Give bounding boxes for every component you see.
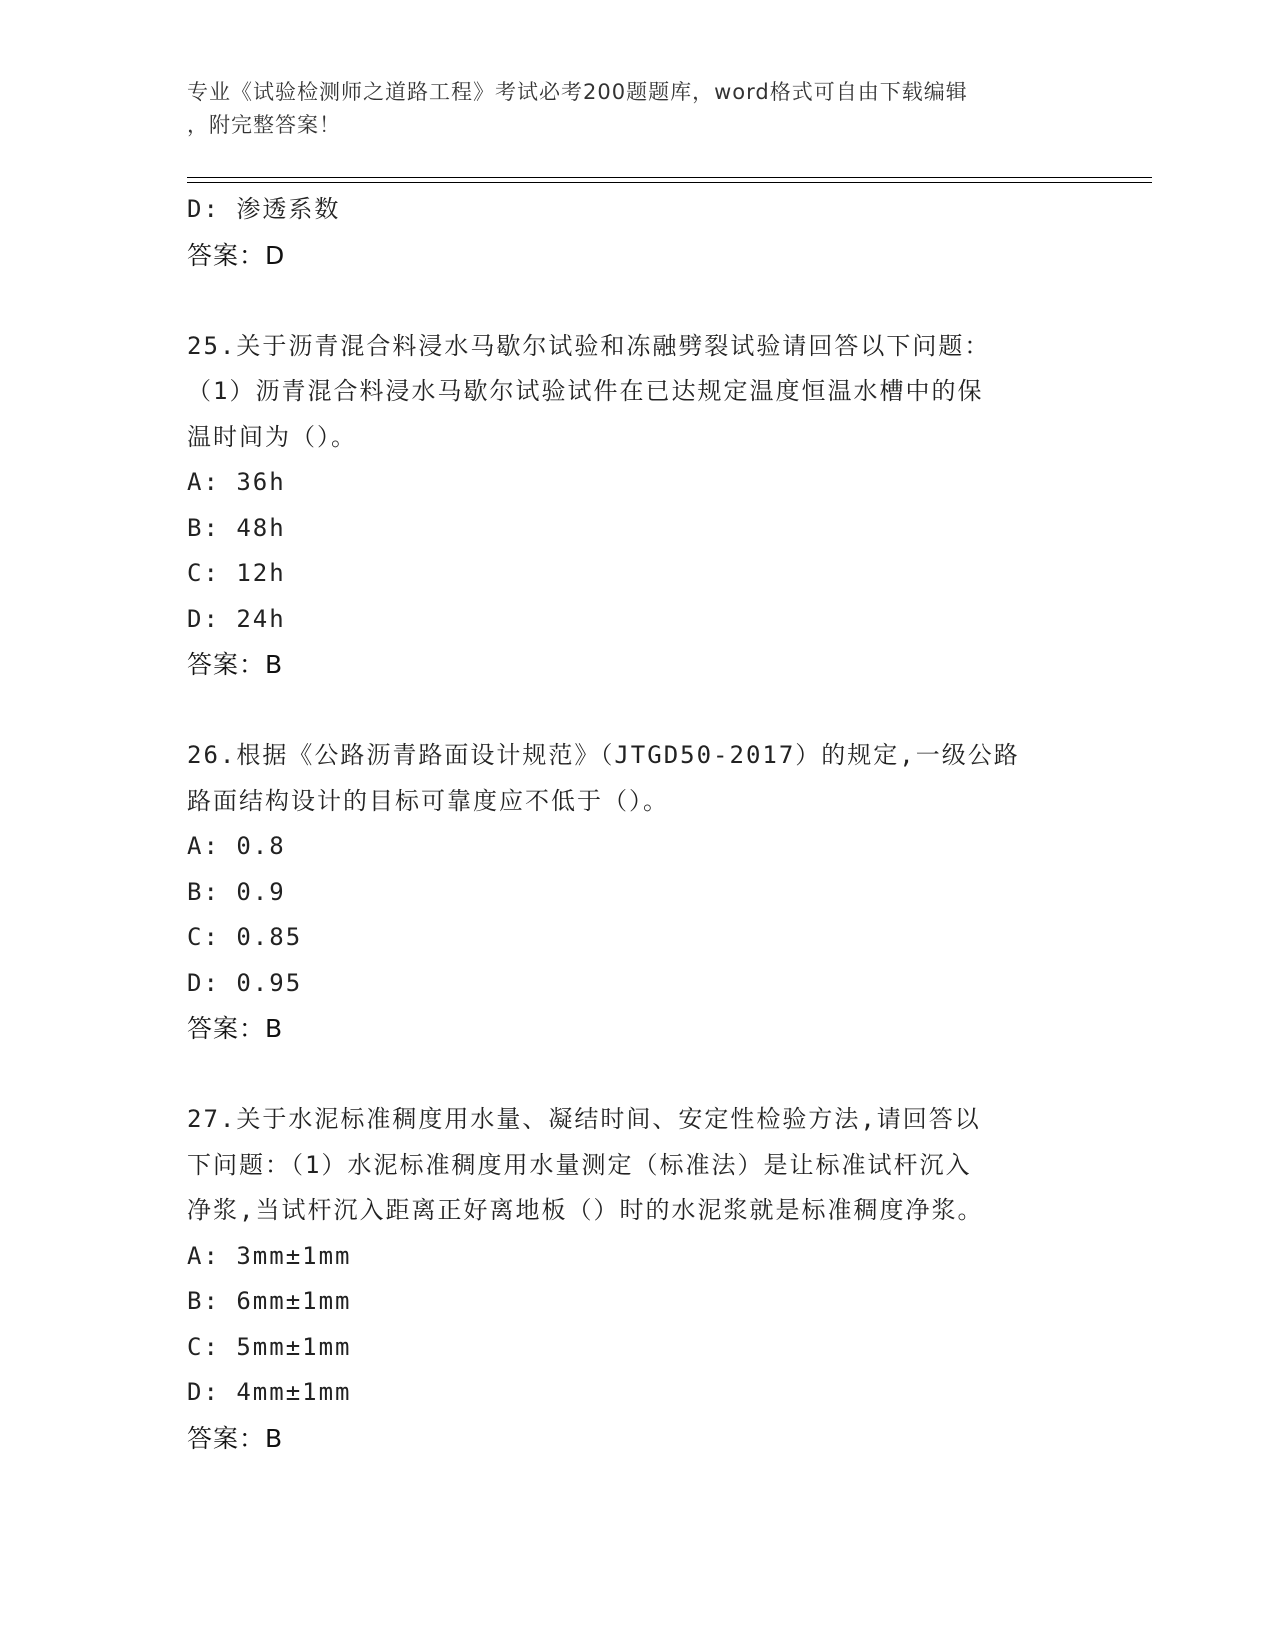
option-b: B: 48h: [187, 513, 286, 542]
question-stem-line: （1）沥青混合料浸水马歇尔试验试件在已达规定温度恒温水槽中的保: [187, 377, 984, 405]
option-c: C: 12h: [187, 559, 286, 587]
header-divider-top: [187, 177, 1152, 178]
option-d: D: 4mm±1mm: [187, 1378, 352, 1406]
question-stem-line: 26.根据《公路沥青路面设计规范》（JTGD50-2017）的规定,一级公路: [187, 741, 1020, 769]
spacer: [187, 1052, 1087, 1098]
question-stem-line: 25.关于沥青混合料浸水马歇尔试验和冻融劈裂试验请回答以下问题：: [187, 331, 991, 360]
document-header: [187, 76, 1067, 142]
option-c: C: 5mm±1mm: [187, 1332, 352, 1361]
header-title-line2: ，附完整答案！: [187, 113, 341, 137]
answer: 答案：B: [187, 650, 284, 679]
header-divider-bottom: [187, 182, 1152, 183]
answer: 答案：B: [187, 1423, 284, 1453]
question-stem-line: 温时间为（）。: [187, 422, 357, 451]
option-a: A: 0.8: [187, 832, 286, 860]
spacer: [187, 278, 1087, 324]
option-a: A: 36h: [187, 468, 286, 496]
question-list: [187, 187, 1087, 1461]
option-b: B: 0.9: [187, 877, 286, 906]
option-b: B: 6mm±1mm: [187, 1287, 352, 1315]
option-c: C: 0.85: [187, 923, 303, 951]
option-d: D: 0.95: [187, 968, 303, 997]
question-27: [187, 1097, 1087, 1461]
answer: 答案：B: [187, 1014, 284, 1043]
option-d: D: 24h: [187, 604, 286, 633]
question-stem-line: 下问题：（1）水泥标准稠度用水量测定（标准法）是让标准试杆沉入: [187, 1150, 972, 1179]
question-stem-line: 路面结构设计的目标可靠度应不低于（）。: [187, 786, 669, 815]
prev-answer: 答案：D: [187, 240, 286, 270]
spacer: [187, 688, 1087, 734]
question-25: [187, 324, 1087, 688]
option-a: A: 3mm±1mm: [187, 1241, 352, 1270]
header-title-line1: 专业《试验检测师之道路工程》考试必考200题题库，word格式可自由下载编辑: [187, 80, 968, 104]
question-stem-line: 净浆,当试杆沉入距离正好离地板（）时的水泥浆就是标准稠度净浆。: [187, 1196, 984, 1224]
question-stem-line: 27.关于水泥标准稠度用水量、凝结时间、安定性检验方法,请回答以: [187, 1105, 981, 1133]
question-26: [187, 733, 1087, 1052]
prev-option-d: D: 渗透系数: [187, 195, 341, 223]
